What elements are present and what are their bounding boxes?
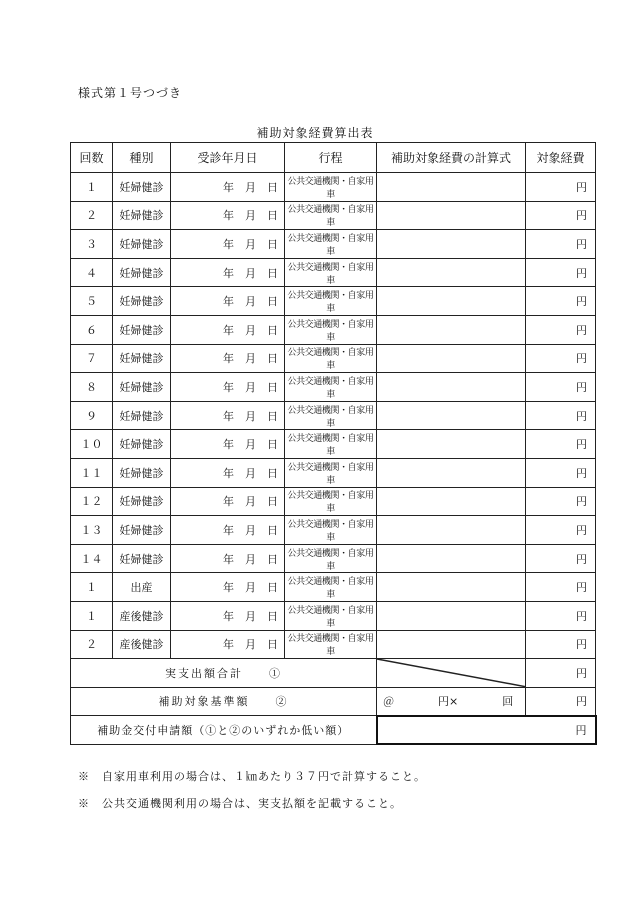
formula-cell[interactable]: [377, 287, 526, 316]
route-option[interactable]: 公共交通機関・自家用車: [285, 230, 377, 259]
table-row: [71, 630, 596, 659]
formula-cell[interactable]: [377, 601, 526, 630]
visit-date[interactable]: 年 月 日: [171, 487, 285, 516]
formula-cell[interactable]: [377, 458, 526, 487]
route-option[interactable]: 公共交通機関・自家用車: [285, 630, 377, 659]
table-row: [71, 230, 596, 259]
visit-type: 妊婦健診: [113, 287, 171, 316]
expense-amount[interactable]: 円: [526, 573, 596, 602]
table-row: [71, 458, 596, 487]
table-row: [71, 544, 596, 573]
visit-date[interactable]: 年 月 日: [171, 544, 285, 573]
formula-cell[interactable]: [377, 344, 526, 373]
visit-date[interactable]: 年 月 日: [171, 344, 285, 373]
visit-number: ７: [71, 344, 113, 373]
expense-amount[interactable]: 円: [526, 315, 596, 344]
route-option[interactable]: 公共交通機関・自家用車: [285, 315, 377, 344]
formula-cell[interactable]: [377, 430, 526, 459]
visit-type: 妊婦健診: [113, 258, 171, 287]
formula-cell[interactable]: [377, 487, 526, 516]
table-row: [71, 573, 596, 602]
formula-cell[interactable]: [377, 315, 526, 344]
visit-number: １: [71, 573, 113, 602]
visit-type: 妊婦健診: [113, 344, 171, 373]
base-label: 補助対象基準額 ②: [71, 687, 377, 716]
route-option[interactable]: 公共交通機関・自家用車: [285, 201, 377, 230]
visit-type: 出産: [113, 573, 171, 602]
formula-cell[interactable]: [377, 544, 526, 573]
expense-amount[interactable]: 円: [526, 344, 596, 373]
visit-date[interactable]: 年 月 日: [171, 230, 285, 259]
expense-amount[interactable]: 円: [526, 458, 596, 487]
total-label: 実支出額合計 ①: [71, 659, 377, 688]
route-option[interactable]: 公共交通機関・自家用車: [285, 430, 377, 459]
expense-amount[interactable]: 円: [526, 630, 596, 659]
visit-date[interactable]: 年 月 日: [171, 458, 285, 487]
visit-number: ５: [71, 287, 113, 316]
table-row: [71, 516, 596, 545]
expense-amount[interactable]: 円: [526, 230, 596, 259]
base-formula[interactable]: ＠ 円× 回: [377, 687, 526, 716]
route-option[interactable]: 公共交通機関・自家用車: [285, 516, 377, 545]
expense-amount[interactable]: 円: [526, 487, 596, 516]
request-row: [71, 716, 596, 745]
visit-type: 妊婦健診: [113, 487, 171, 516]
visit-date[interactable]: 年 月 日: [171, 430, 285, 459]
expense-amount[interactable]: 円: [526, 373, 596, 402]
visit-type: 妊婦健診: [113, 401, 171, 430]
formula-cell[interactable]: [377, 401, 526, 430]
table-row: [71, 201, 596, 230]
route-option[interactable]: 公共交通機関・自家用車: [285, 544, 377, 573]
total-amount[interactable]: 円: [526, 659, 596, 688]
visit-number: １４: [71, 544, 113, 573]
table-row: [71, 401, 596, 430]
header-amount: 対象経費: [526, 143, 596, 173]
visit-date[interactable]: 年 月 日: [171, 630, 285, 659]
visit-number: １３: [71, 516, 113, 545]
visit-type: 妊婦健診: [113, 458, 171, 487]
visit-number: １０: [71, 430, 113, 459]
note-public-transport: ※ 公共交通機関利用の場合は、実支払額を記載すること。: [78, 797, 402, 810]
visit-type: 妊婦健診: [113, 373, 171, 402]
visit-number: ６: [71, 315, 113, 344]
visit-type: 産後健診: [113, 601, 171, 630]
table-row: [71, 373, 596, 402]
visit-number: ２: [71, 630, 113, 659]
visit-number: ４: [71, 258, 113, 287]
header-count: 回数: [71, 143, 113, 173]
visit-number: ３: [71, 230, 113, 259]
visit-type: 妊婦健診: [113, 173, 171, 202]
expense-amount[interactable]: 円: [526, 401, 596, 430]
visit-date[interactable]: 年 月 日: [171, 516, 285, 545]
table-row: [71, 344, 596, 373]
expense-amount[interactable]: 円: [526, 201, 596, 230]
visit-number: ２: [71, 201, 113, 230]
table-row: [71, 287, 596, 316]
visit-date[interactable]: 年 月 日: [171, 258, 285, 287]
header-row: [71, 143, 596, 173]
note-private-car: ※ 自家用車利用の場合は、１㎞あたり３７円で計算すること。: [78, 770, 426, 783]
formula-cell[interactable]: [377, 201, 526, 230]
header-route: 行程: [285, 143, 377, 173]
route-option[interactable]: 公共交通機関・自家用車: [285, 458, 377, 487]
route-option[interactable]: 公共交通機関・自家用車: [285, 373, 377, 402]
visit-type: 妊婦健診: [113, 230, 171, 259]
request-amount[interactable]: 円: [377, 716, 596, 745]
formula-cell[interactable]: [377, 573, 526, 602]
base-row: [71, 687, 596, 716]
formula-cell[interactable]: [377, 516, 526, 545]
expense-amount[interactable]: 円: [526, 287, 596, 316]
expense-amount[interactable]: 円: [526, 601, 596, 630]
visit-date[interactable]: 年 月 日: [171, 601, 285, 630]
formula-cell[interactable]: [377, 630, 526, 659]
expense-amount[interactable]: 円: [526, 430, 596, 459]
base-amount[interactable]: 円: [526, 687, 596, 716]
route-option[interactable]: 公共交通機関・自家用車: [285, 401, 377, 430]
header-type: 種別: [113, 143, 171, 173]
formula-cell[interactable]: [377, 373, 526, 402]
table-title: 補助対象経費算出表: [256, 126, 374, 140]
request-label: 補助金交付申請額（①と②のいずれか低い額）: [71, 716, 377, 745]
header-date: 受診年月日: [171, 143, 285, 173]
visit-type: 妊婦健診: [113, 201, 171, 230]
route-option[interactable]: 公共交通機関・自家用車: [285, 487, 377, 516]
table-row: [71, 430, 596, 459]
formula-cell[interactable]: [377, 173, 526, 202]
total-row: [71, 659, 596, 688]
formula-cell[interactable]: [377, 258, 526, 287]
table-row: [71, 315, 596, 344]
visit-date[interactable]: 年 月 日: [171, 173, 285, 202]
visit-number: １: [71, 173, 113, 202]
total-formula-slash: [377, 659, 526, 688]
visit-date[interactable]: 年 月 日: [171, 315, 285, 344]
visit-type: 妊婦健診: [113, 315, 171, 344]
visit-type: 妊婦健診: [113, 430, 171, 459]
expense-amount[interactable]: 円: [526, 173, 596, 202]
table-row: [71, 173, 596, 202]
visit-number: ８: [71, 373, 113, 402]
expense-calculation-table: [70, 142, 597, 745]
visit-number: １１: [71, 458, 113, 487]
table-row: [71, 258, 596, 287]
visit-type: 妊婦健診: [113, 516, 171, 545]
expense-amount[interactable]: 円: [526, 544, 596, 573]
visit-type: 産後健診: [113, 630, 171, 659]
route-option[interactable]: 公共交通機関・自家用車: [285, 258, 377, 287]
visit-date[interactable]: 年 月 日: [171, 201, 285, 230]
route-option[interactable]: 公共交通機関・自家用車: [285, 344, 377, 373]
diagonal-slash: [377, 659, 525, 687]
route-option[interactable]: 公共交通機関・自家用車: [285, 573, 377, 602]
form-number: 様式第１号つづき: [78, 86, 183, 100]
visit-number: １: [71, 601, 113, 630]
visit-date[interactable]: 年 月 日: [171, 287, 285, 316]
visit-number: １２: [71, 487, 113, 516]
table-row: [71, 487, 596, 516]
visit-date[interactable]: 年 月 日: [171, 401, 285, 430]
formula-cell[interactable]: [377, 230, 526, 259]
header-formula: 補助対象経費の計算式: [377, 143, 526, 173]
visit-date[interactable]: 年 月 日: [171, 573, 285, 602]
visit-type: 妊婦健診: [113, 544, 171, 573]
route-option[interactable]: 公共交通機関・自家用車: [285, 173, 377, 202]
expense-amount[interactable]: 円: [526, 258, 596, 287]
visit-date[interactable]: 年 月 日: [171, 373, 285, 402]
route-option[interactable]: 公共交通機関・自家用車: [285, 287, 377, 316]
visit-number: ９: [71, 401, 113, 430]
table-row: [71, 601, 596, 630]
route-option[interactable]: 公共交通機関・自家用車: [285, 601, 377, 630]
expense-amount[interactable]: 円: [526, 516, 596, 545]
